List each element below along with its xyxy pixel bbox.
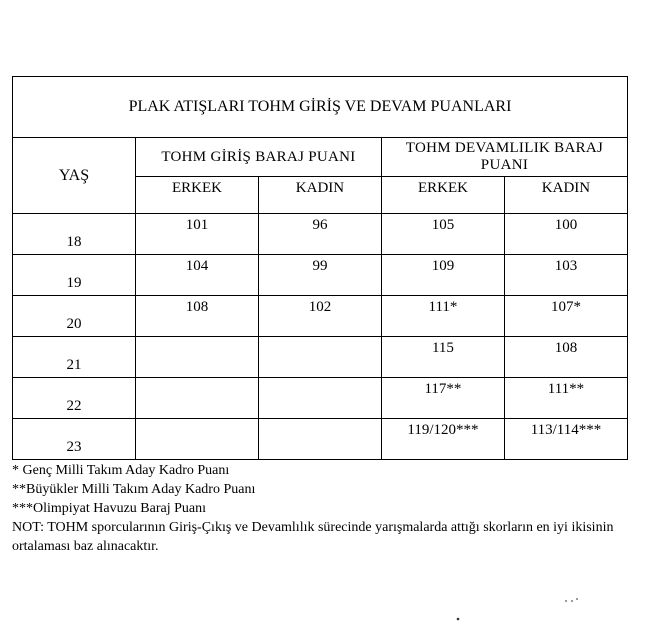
continuity-group-header: TOHM DEVAMLILIK BARAJ PUANI (381, 138, 627, 177)
cont-female-cell: 107* (504, 296, 627, 337)
age-cell: 18 (13, 214, 136, 255)
entry-female-cell: 102 (258, 296, 381, 337)
age-cell: 21 (13, 337, 136, 378)
entry-male-cell: 101 (135, 214, 258, 255)
age-cell: 19 (13, 255, 136, 296)
entry-male-cell: 108 (135, 296, 258, 337)
sub-header-cont-female: KADIN (504, 177, 627, 214)
footnote-olympic: ***Olimpiyat Havuzu Baraj Puanı (12, 501, 207, 516)
sub-header-entry-female: KADIN (258, 177, 381, 214)
speck-dot (571, 600, 573, 602)
entry-male-cell: 104 (135, 255, 258, 296)
cont-male-cell: 105 (381, 214, 504, 255)
cont-female-cell: 108 (504, 337, 627, 378)
cont-female-cell: 111** (504, 378, 627, 419)
sub-header-entry-male: ERKEK (135, 177, 258, 214)
entry-female-cell: 99 (258, 255, 381, 296)
speck-dot (457, 618, 460, 621)
footnote-junior: * Genç Milli Takım Aday Kadro Puanı (12, 463, 230, 478)
age-cell: 23 (13, 419, 136, 460)
age-cell: 20 (13, 296, 136, 337)
cont-male-cell: 115 (381, 337, 504, 378)
sub-header-cont-male: ERKEK (381, 177, 504, 214)
cont-male-cell: 111* (381, 296, 504, 337)
footnote-general: NOT: TOHM sporcularının Giriş-Çıkış ve Devamlılık sürecinde yarışmalarda attığı skorların en iyi ikisinin ortalaması baz alınacaktır. (12, 520, 614, 554)
cont-male-cell: 109 (381, 255, 504, 296)
cont-female-cell: 113/114*** (504, 419, 627, 460)
cont-female-cell: 103 (504, 255, 627, 296)
age-cell: 22 (13, 378, 136, 419)
entry-female-cell: 96 (258, 214, 381, 255)
speck-dot (565, 600, 567, 602)
age-header: YAŞ (13, 138, 136, 214)
entry-group-header: TOHM GİRİŞ BARAJ PUANI (135, 138, 381, 177)
cont-female-cell: 100 (504, 214, 627, 255)
cont-male-cell: 117** (381, 378, 504, 419)
speck-dot (576, 598, 578, 600)
cont-male-cell: 119/120*** (381, 419, 504, 460)
table-title: PLAK ATIŞLARI TOHM GİRİŞ VE DEVAM PUANLARI (13, 77, 628, 138)
footnote-senior: **Büyükler Milli Takım Aday Kadro Puanı (12, 482, 256, 497)
